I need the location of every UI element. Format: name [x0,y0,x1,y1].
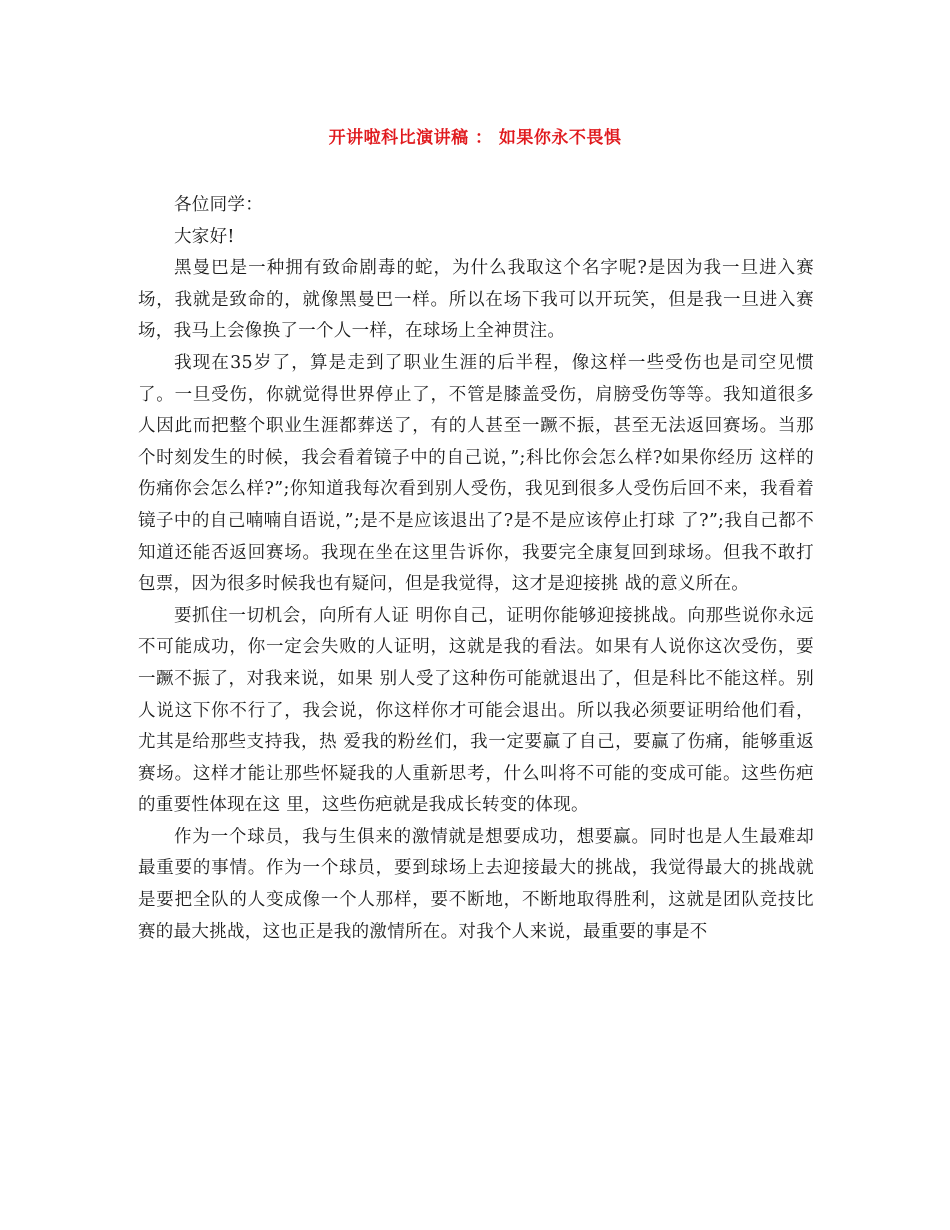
paragraph: 我现在35岁了，算是走到了职业生涯的后半程，像这样一些受伤也是司空见惯了。一旦受伤，你就觉得世界停止了，不管是膝盖受伤，肩膀受伤等等。我知道很多 人因此而把整个职业生涯都葬送了，有的人甚至一蹶不振，甚至无法返回赛场。当那个时刻发生的时候，我会看着镜子中的自己说，”;科比你会怎么样?如果你经历 这样的伤痛你会怎么样?”;你知道我每次看到别人受伤，我见到很多人受伤后回不来，我看着镜子中的自己喃喃自语说，”;是不是应该退出了?是不是应该停止打球 了?”;我自己都不知道还能否返回赛场。我现在坐在这里告诉你，我要完全康复回到球场。但我不敢打包票，因为很多时候我也有疑问，但是我觉得，这才是迎接挑 战的意义所在。 [138,352,814,595]
document-title: 开讲啦科比演讲稿 ： 如果你永不畏惧 [328,128,622,148]
paragraph: 作为一个球员，我与生俱来的激情就是想要成功，想要赢。同时也是人生最难却最重要的事情。作为一个球员，要到球场上去迎接最大的挑战，我觉得最大的挑战就 是要把全队的人变成像一个人那样，要不断地，不断地取得胜利，这就是团队竞技比赛的最大挑战，这也正是我的激情所在。对我个人来说，最重要的事是不 [138,826,814,942]
paragraph: 要抓住一切机会，向所有人证 明你自己，证明你能够迎接挑战。向那些说你永远不可能成功，你一定会失败的人证明，这就是我的看法。如果有人说你这次受伤，要一蹶不振了，对我来说，如果 别人受了这种伤可能就退出了，但是科比不能这样。别人说这下你不行了，我会说，你这样你才可能会退出。所以我必须要证明给他们看，尤其是给那些支持我，热 爱我的粉丝们，我一定要赢了自己，要赢了伤痛，能够重返赛场。这样才能让那些怀疑我的人重新思考，什么叫将不可能的变成可能。这些伤疤的重要性体现在这 里，这些伤疤就是我成长转变的体现。 [138,605,814,816]
greeting: 大家好! [174,226,235,247]
document-body [138,190,814,948]
paragraph: 黑曼巴是一种拥有致命剧毒的蛇，为什么我取这个名字呢?是因为我一旦进入赛场，我就是致命的，就像黑曼巴一样。所以在场下我可以开玩笑，但是我一旦进入赛场，我马上会像换了一个人一样，在球场上全神贯注。 [138,258,814,342]
salutation: 各位同学： [174,195,263,215]
